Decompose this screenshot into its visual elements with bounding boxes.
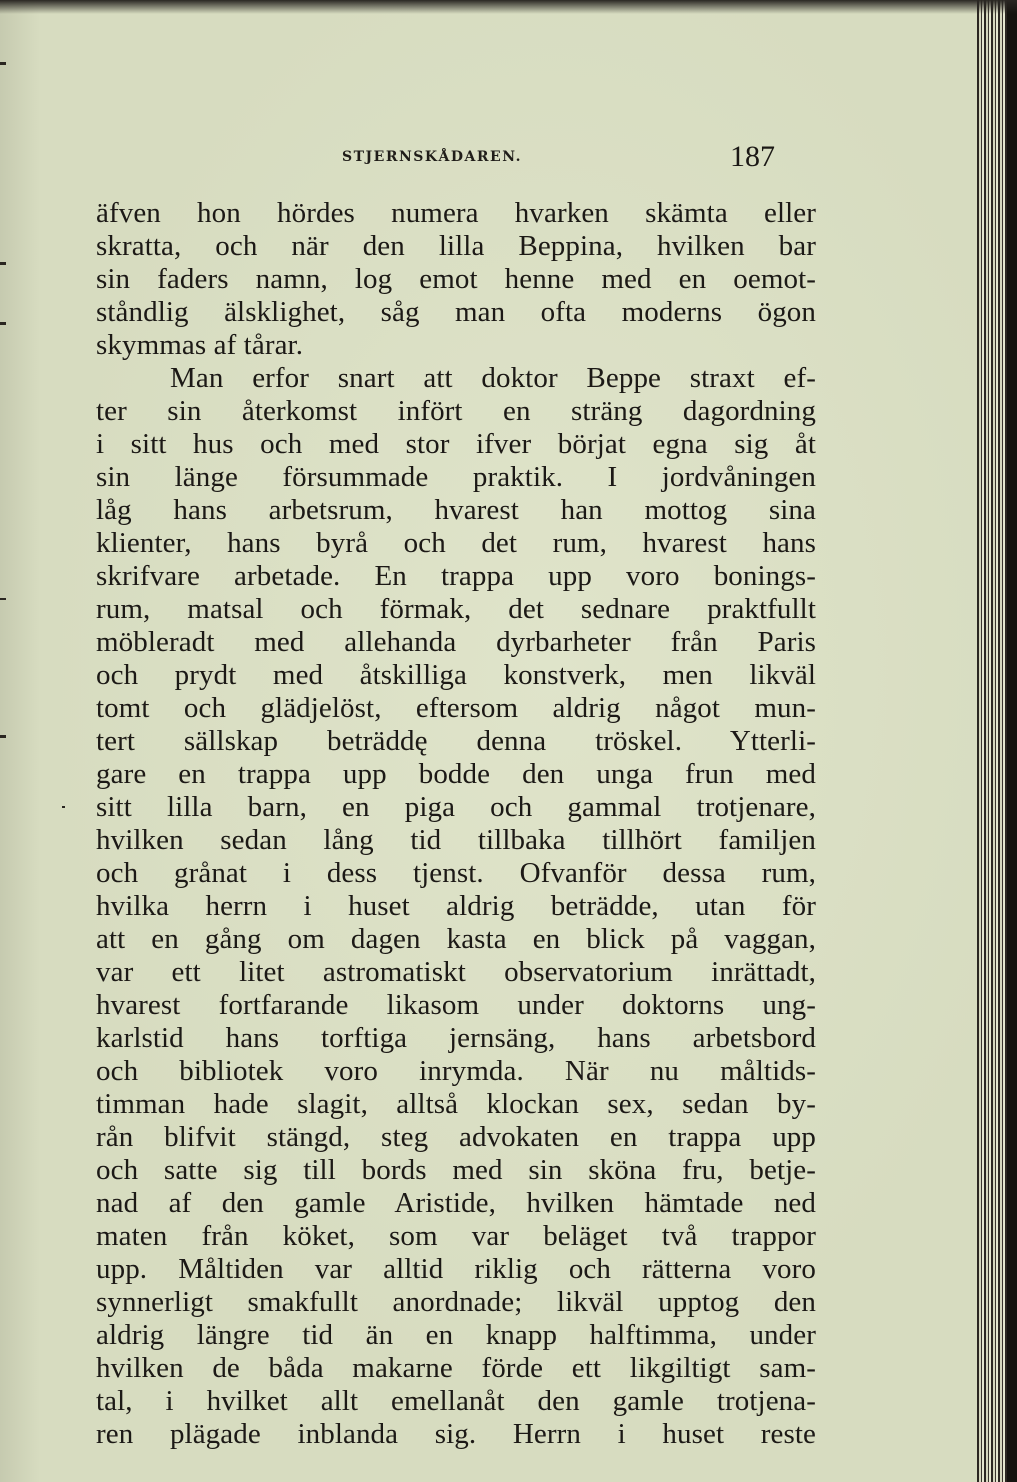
text-line: att en gång om dagen kasta en blick på vaggan, [96, 923, 816, 955]
text-line: och grånat i dess tjenst. Ofvanför dessa rum, [96, 857, 816, 889]
page-header [0, 140, 1000, 180]
text-line: aldrig längre tid än en knapp halftimma, under [96, 1319, 816, 1351]
text-line: var ett litet astromatiskt observatorium inrättadt, [96, 956, 816, 988]
page-number: 187 [730, 140, 775, 173]
text-line: hvilken sedan lång tid tillbaka tillhört familjen [96, 824, 816, 856]
text-line: äfven hon hördes numera hvarken skämta eller [96, 197, 816, 229]
left-margin-marks [0, 0, 12, 1482]
text-line: ter sin återkomst infört en sträng dagordning [96, 395, 816, 427]
text-line: gare en trappa upp bodde den unga frun med [96, 758, 816, 790]
text-line: ren plägade inblanda sig. Herrn i huset reste [96, 1418, 816, 1450]
text-line: skratta, och när den lilla Beppina, hvilken bar [96, 230, 816, 262]
text-line: rån blifvit stängd, steg advokaten en trappa upp [96, 1121, 816, 1153]
text-line: hvilka herrn i huset aldrig beträdde, utan för [96, 890, 816, 922]
text-line: och prydt med åtskilliga konstverk, men likväl [96, 659, 816, 691]
text-line: tert sällskap beträddę denna tröskel. Ytterli- [96, 725, 816, 757]
text-line: hvilken de båda makarne förde ett likgiltigt sam- [96, 1352, 816, 1384]
running-head: STJERNSKÅDAREN. [342, 149, 522, 165]
text-line: sin länge försummade praktik. I jordvåningen [96, 461, 816, 493]
book-edge [977, 0, 1017, 1482]
text-line: och satte sig till bords med sin sköna fru, betje- [96, 1154, 816, 1186]
text-line: låg hans arbetsrum, hvarest han mottog sina [96, 494, 816, 526]
text-line: klienter, hans byrå och det rum, hvarest hans [96, 527, 816, 559]
text-line: maten från köket, som var beläget två trappor [96, 1220, 816, 1252]
text-line: hvarest fortfarande likasom under doktorns ung- [96, 989, 816, 1021]
text-line: rum, matsal och förmak, det sednare praktfullt [96, 593, 816, 625]
body-text [96, 197, 816, 1451]
text-line: i sitt hus och med stor ifver börjat egna sig åt [96, 428, 816, 460]
text-line: och bibliotek voro inrymda. När nu måltids- [96, 1055, 816, 1087]
text-line: timman hade slagit, alltså klockan sex, sedan by- [96, 1088, 816, 1120]
text-line: sin faders namn, log emot henne med en oemot- [96, 263, 816, 295]
text-line: sitt lilla barn, en piga och gammal trotjenare, [96, 791, 816, 823]
text-line: tomt och glädjelöst, eftersom aldrig något mun- [96, 692, 816, 724]
text-line: karlstid hans torftiga jernsäng, hans arbetsbord [96, 1022, 816, 1054]
text-line: Man erfor snart att doktor Beppe straxt ef- [170, 362, 816, 394]
text-line: nad af den gamle Aristide, hvilken hämtade ned [96, 1187, 816, 1219]
top-shadow [0, 0, 1017, 14]
text-line: upp. Måltiden var alltid riklig och rätterna voro [96, 1253, 816, 1285]
text-line: skrifvare arbetade. En trappa upp voro bonings- [96, 560, 816, 592]
text-line: möbleradt med allehanda dyrbarheter från Paris [96, 626, 816, 658]
text-line: skymmas af tårar. [96, 329, 304, 361]
text-line: synnerligt smakfullt anordnade; likväl upptog den [96, 1286, 816, 1318]
text-line: ståndlig älsklighet, såg man ofta moderns ögon [96, 296, 816, 328]
text-line: tal, i hvilket allt emellanåt den gamle trotjena- [96, 1385, 816, 1417]
